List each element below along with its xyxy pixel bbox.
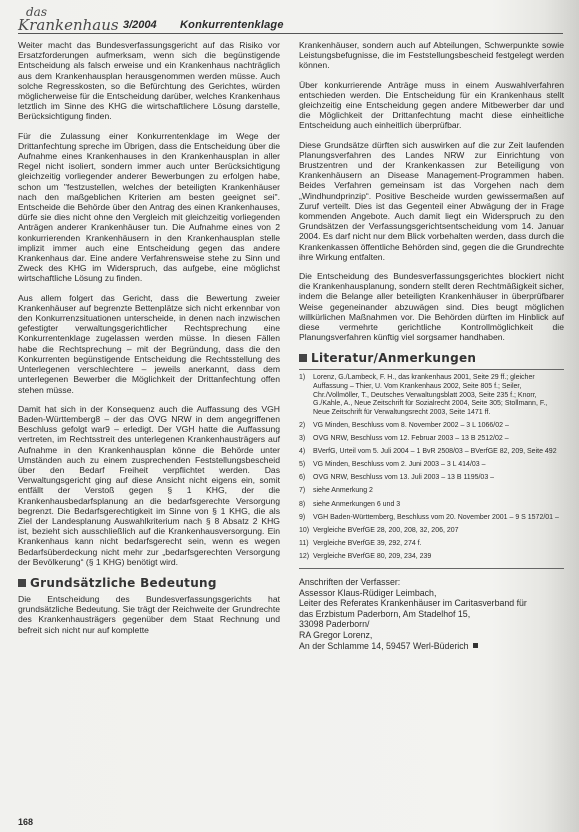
footnote-text: VG Minden, Beschluss vom 2. Juni 2003 – 3 L 414/03 – (313, 461, 486, 469)
footnote (299, 474, 564, 483)
section-heading-literatur (299, 351, 564, 365)
footnote (299, 461, 564, 470)
end-square-icon (473, 643, 478, 648)
footnote (299, 540, 564, 549)
footnote-text: Vergleiche BVerfGE 28, 200, 208, 32, 206, 207 (313, 526, 459, 534)
footnote-text: Lorenz, G./Lambeck, F. H., das krankenhaus 2001, Seite 29 ff.; gleicher Auffassung – Thier, U. Vom Krankenhaus 2002, Seite 805 f.; Seiler, Chr./Vollmöller, T., Deutsches Verwaltungsblatt 2003, Seite 235 f.; Knorr, G./Kahle, A., Neue Zeitschrift für Sozialrecht 2004, Seite 305; Stollmann, F., Neue Zeitschrift für Verwaltungsrecht 2003, Seite 1471 ff. (313, 374, 548, 416)
footnote (299, 435, 564, 444)
left-column (18, 40, 280, 644)
footnote-number: 9) (299, 513, 306, 521)
address-line: Leiter des Referates Krankenhäuser im Caritasverband für (299, 598, 527, 609)
footnote-text: siehe Anmerkungen 6 und 3 (313, 500, 401, 508)
footnote-number: 1) (299, 374, 306, 382)
footnote-number: 3) (299, 435, 306, 443)
footnote-number: 8) (299, 500, 306, 508)
footnote (299, 487, 564, 496)
footnote (299, 374, 564, 417)
address-line: Assessor Klaus-Rüdiger Leimbach, (299, 587, 437, 598)
footnote (299, 553, 564, 562)
address-line: RA Gregor Lorenz, (299, 629, 373, 640)
footnote-number: 7) (299, 487, 306, 495)
paragraph: Über konkurrierende Anträge muss in einem Auswahlverfahren entschieden werden. Die Entscheidung für ein Krankenhaus stellt gleichzeitig eine Entscheidung gegen andere Mitbewerber dar und die Möglichkeit der Drittanfechtung macht diese einheitliche Entscheidung auch einheitlich überprüfbar. (299, 79, 564, 131)
paragraph: Für die Zulassung einer Konkurrentenklage im Wege der Drittanfechtung spreche im Übrigen, dass die Entscheidung über die Aufnahme eines Krankenhauses in den Krankenhausplan in aller Regel nicht isoliert, sondern immer auch unter Berücksichtigung gleichzeitig vorliegender anderer Bewerbungen zu erfolgen habe, schon um "festzustellen, welches der beteiligten Krankenhäuser nach den maßgeblichen Kriterien am besten geeignet sei". Entscheide die Behörde über den Antrag des einen Krankenhauses, dürfe sie dies nicht ohne den Vergleich mit gleichzeitig vorliegenden Anträgen anderer Krankenhäuser tun. Die Aufnahme eines von 2 konkurrierenden Krankenhäusern in den Krankenhausplan stelle implizit immer auch eine Entscheidung gegen das andere Krankenhaus dar. Eine andere Verfahrensweise stehe zu Sinn und Zweck des KHG im Widerspruch, das aufgebe, eine möglichst wirtschaftliche Lösung zu finden. (18, 130, 280, 284)
paragraph: Weiter macht das Bundesverfassungsgericht auf das Risiko vor Ersatzforderungen aufmerksam, wenn sich die begünstigende Entscheidung als falsch erweise und ein Krankenhaus nachträglich aus dem Krankenhausplan herausgenommen werden müsse. Auch solche Regresskosten, so die Befürchtung des Gerichtes, würden möglicherweise für die Entscheidung darüber, welches Krankenhaus letztlich im Sinne des KHG die wirtschaftlichere Lösung darstelle, Berücksichtigung finden. (18, 40, 280, 122)
footnote-text: OVG NRW, Beschluss vom 12. Februar 2003 – 13 B 2512/02 – (313, 435, 509, 443)
header-rule (18, 33, 563, 34)
footnote (299, 448, 564, 457)
footnote-text: VGH Baden-Württemberg, Beschluss vom 20. November 2001 – 9 S 1572/01 – (313, 513, 559, 521)
address-line: das Erzbistum Paderborn, Am Stadelhof 15, (299, 608, 471, 619)
paragraph: Aus allem folgert das Gericht, dass die Bewertung zweier Krankenhäuser auf begrenzte Bettenplätze sich nicht erkennbar von den Konkurrenzsituationen unterscheide, in denen nach inzwischen gefestigter verwaltungsgerichtlicher Rechtsprechung eine Konkurrentenklage zugelassen werden müsse. In diesen Fällen habe die Rechtsprechung – mit der Begründung, dass die den Konkurrenten begünstigende Entscheidung die Rechtsstellung des Unterlegenen verschlechtere – jeweils anerkannt, dass dem unterlegenen Bewerber die Möglichkeit der Drittanfechtung offen stehen müsse. (18, 292, 280, 395)
author-addresses (299, 577, 564, 651)
footnote-text: VG Minden, Beschluss vom 8. November 2002 – 3 L 1066/02 – (313, 421, 509, 429)
footnote-number: 6) (299, 474, 306, 482)
footnote-text: siehe Anmerkung 2 (313, 487, 373, 495)
issue-number: 3/2004 (123, 19, 157, 31)
logo-main: Krankenhaus (18, 16, 119, 34)
footnote (299, 501, 564, 510)
footnote (299, 527, 564, 536)
footnote-number: 2) (299, 421, 306, 429)
footnote-number: 5) (299, 461, 306, 469)
heading-square-icon (18, 579, 26, 587)
address-line: An der Schlamme 14, 59457 Werl-Büderich (299, 640, 469, 651)
paragraph: Die Entscheidung des Bundesverfassungsgerichtes blockiert nicht die Krankenhausplanung, sondern stellt deren Rechtmäßigkeit sicher, indem die Belange aller beteiligten Krankenhäuser in überprüfbarer Weise gegeneinander abzuwägen sind. Dies beugt möglichen willkürlichen Maßnahmen vor. Die Behörden dürften im Hinblick auf diese vermehrte gerichtliche Kontrollmöglichkeit die Planungsverfahren künftig viel sorgsamer handhaben. (299, 271, 564, 343)
right-column (299, 40, 564, 651)
heading-text: Grundsätzliche Bedeutung (30, 575, 217, 590)
footnote-text: Vergleiche BVerfGE 80, 209, 234, 239 (313, 552, 432, 560)
footnote (299, 422, 564, 431)
footnote-number: 11) (299, 539, 309, 547)
footnote-text: BVerfG, Urteil vom 5. Juli 2004 – 1 BvR 2508/03 – BVerfGE 82, 209, Seite 492 (313, 448, 557, 456)
address-line-last (299, 641, 564, 652)
footnote-number: 10) (299, 526, 310, 534)
section-heading-grundsaetzliche-bedeutung (18, 576, 280, 590)
section-title: Konkurrentenklage (180, 19, 284, 31)
page-header (18, 6, 558, 36)
journal-logo (18, 6, 119, 32)
footnote-number: 12) (299, 552, 310, 560)
page-number: 168 (18, 817, 34, 827)
footnote-number: 4) (299, 448, 306, 456)
address-line: Anschriften der Verfasser: (299, 576, 401, 587)
paragraph: Damit hat sich in der Konsequenz auch die Auffassung des VGH Baden-Württemberg8 – der das OVG NRW in dem angegriffenen Beschluss gefolgt war9 – erledigt. Der VGH hatte die Auffassung vertreten, im Rechtsstreit des unterlegenen Krankenhausträgers auf Aufnahme in den Krankenhausplan könne die Behörde unter Umständen auch zu einem zusprechenden Feststellungsbescheid über den Bedarf Freiheit verpflichtet werden. Das Verwaltungsgericht ging auf diese Ansicht nicht eigens ein, somit entfällt der Verstoß gegen § 1 KHG, der die Krankenhausbedarfsplanung an die bedarfsgerechte Versorgung begrenzt. Die Bedarfsgerechtigkeit im Sinne von § 1 KHG, die als Ziel der Landesplanung Auswahlkriterium nach § 8 Absatz 2 KHG ist, bezieht sich ausschließlich auf die Krankenhausversorgung. Ein Krankenhaus kann nicht bedarfsgerecht sein, wenn es wegen Bedarfsüberdeckung nicht mehr zur „bedarfsgerechten Versorgung der Bevölkerung“ (§ 1 KHG) benötigt wird. (18, 403, 280, 567)
footnote (299, 514, 564, 523)
paragraph: Diese Grundsätze dürften sich auswirken auf die zur Zeit laufenden Planungsverfahren des Landes NRW zur Einrichtung von Brustzentren und der Krankenkassen zur Beteiligung von Krankenhäusern an Disease Management-Programmen haben. Beides Verfahren gemeinsam ist das Vorgehen nach dem „Windhundprinzip“. Positive Bescheide wurden gewissermaßen auf Zuruf verteilt. Dies ist das Gegenteil einer Abwägung der in Frage kommenden Angebote. Auch damit liegt ein Widerspruch zu den Grundsätzen der Verfassungsgerichtsentscheidung vom 14. Januar 2004. Es darf nicht nur dem Blick vorbehalten werden, dass durch die Krankenkassen öffentliche Behörden sind, gegen die die Grundrechte ihre Wirkung entfalten. (299, 139, 564, 262)
footnote-list (299, 369, 564, 569)
footnote-text: OVG NRW, Beschluss vom 13. Juli 2003 – 13 B 1195/03 – (313, 474, 495, 482)
heading-text: Literatur/Anmerkungen (311, 351, 477, 366)
paragraph: Die Entscheidung des Bundesverfassungsgerichts hat grundsätzliche Bedeutung. Sie trägt der Reichweite der Grundrechte des Krankenhausträgers gegenüber dem Staat Rechnung und befreit sich nicht nur auf komplette (18, 593, 280, 635)
paragraph: Krankenhäuser, sondern auch auf Abteilungen, Schwerpunkte sowie Leistungsbefugnisse, die im Feststellungsbescheid festgelegt werden können. (299, 40, 564, 71)
footnote-text: Vergleiche BVerfGE 39, 292, 274 f. (313, 539, 422, 547)
logo-top: das (26, 5, 47, 19)
heading-square-icon (299, 354, 307, 362)
address-line: 33098 Paderborn/ (299, 619, 370, 630)
